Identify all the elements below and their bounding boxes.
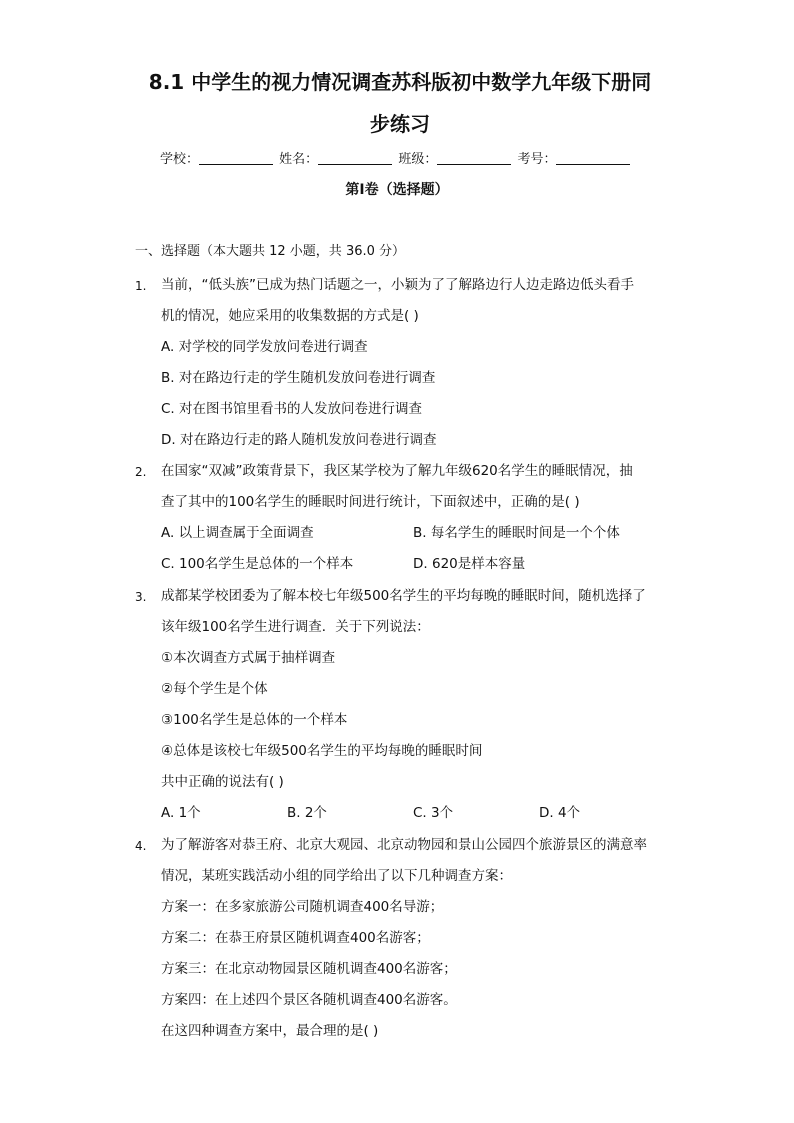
school-label: 学校：	[160, 152, 200, 167]
question-text-line: 在国家“双减”政策背景下，我区某学校为了解九年级620名学生的睡眠情况，抽	[161, 463, 633, 479]
exam-no-label: 考号：	[517, 152, 557, 167]
option-c: C. 100名学生是总体的一个样本	[161, 556, 354, 572]
option-c: C. 3个	[413, 805, 454, 821]
plan-1: 方案一：在多家旅游公司随机调查400名导游；	[161, 899, 444, 915]
question-prompt: 在这四种调查方案中，最合理的是( )	[161, 1023, 379, 1039]
doc-title-line1: 8.1 中学生的视力情况调查苏科版初中数学九年级下册同	[148, 70, 652, 94]
statement-2: ②每个学生是个体	[161, 681, 268, 697]
plan-3: 方案三：在北京动物园景区随机调查400名游客；	[161, 961, 457, 977]
volume-heading: 第I卷（选择题）	[345, 182, 449, 198]
plan-4: 方案四：在上述四个景区各随机调查400名游客。	[161, 992, 457, 1008]
statement-3: ③100名学生是总体的一个样本	[161, 712, 348, 728]
option-c: C. 对在图书馆里看书的人发放问卷进行调查	[161, 401, 423, 417]
option-b: B. 对在路边行走的学生随机发放问卷进行调查	[161, 370, 436, 386]
question-prompt: 共中正确的说法有( )	[161, 774, 284, 790]
school-blank[interactable]	[199, 150, 273, 165]
class-label: 班级：	[398, 152, 438, 167]
question-number: 3.	[135, 590, 147, 604]
question-text-line: 该年级100名学生进行调查．关于下列说法：	[161, 619, 430, 635]
question-number: 1.	[135, 279, 147, 293]
exam-no-blank[interactable]	[556, 150, 630, 165]
question-text-line: 情况，某班实践活动小组的同学给出了以下几种调查方案：	[161, 868, 512, 884]
statement-4: ④总体是该校七年级500名学生的平均每晚的睡眠时间	[161, 743, 483, 759]
option-b: B. 2个	[287, 805, 327, 821]
option-b: B. 每名学生的睡眠时间是一个个体	[413, 525, 620, 541]
question-number: 2.	[135, 465, 147, 479]
plan-2: 方案二：在恭王府景区随机调查400名游客；	[161, 930, 430, 946]
statement-1: ①本次调查方式属于抽样调查	[161, 650, 336, 666]
option-a: A. 对学校的同学发放问卷进行调查	[161, 339, 368, 355]
question-text-line: 查了其中的100名学生的睡眠时间进行统计，下面叙述中，正确的是( )	[161, 494, 580, 510]
question-text-line: 为了解游客对恭王府、北京大观园、北京动物园和景山公园四个旅游景区的满意率	[161, 837, 647, 853]
option-d: D. 对在路边行走的路人随机发放问卷进行调查	[161, 432, 437, 448]
question-number: 4.	[135, 839, 147, 853]
section-heading: 一、选择题（本大题共 12 小题，共 36.0 分）	[135, 244, 406, 259]
class-blank[interactable]	[437, 150, 511, 165]
doc-title-line2: 步练习	[370, 112, 430, 136]
name-blank[interactable]	[318, 150, 392, 165]
option-a: A. 1个	[161, 805, 201, 821]
name-label: 姓名：	[279, 152, 319, 167]
option-d: D. 620是样本容量	[413, 556, 526, 572]
question-text-line: 成都某学校团委为了解本校七年级500名学生的平均每晚的睡眠时间，随机选择了	[161, 588, 646, 604]
option-d: D. 4个	[539, 805, 581, 821]
student-info-row	[160, 150, 660, 170]
question-text-line: 当前，“低头族”已成为热门话题之一，小颖为了了解路边行人边走路边低头看手	[161, 277, 634, 293]
question-text-line: 机的情况，她应采用的收集数据的方式是( )	[161, 308, 419, 324]
option-a: A. 以上调查属于全面调查	[161, 525, 314, 541]
